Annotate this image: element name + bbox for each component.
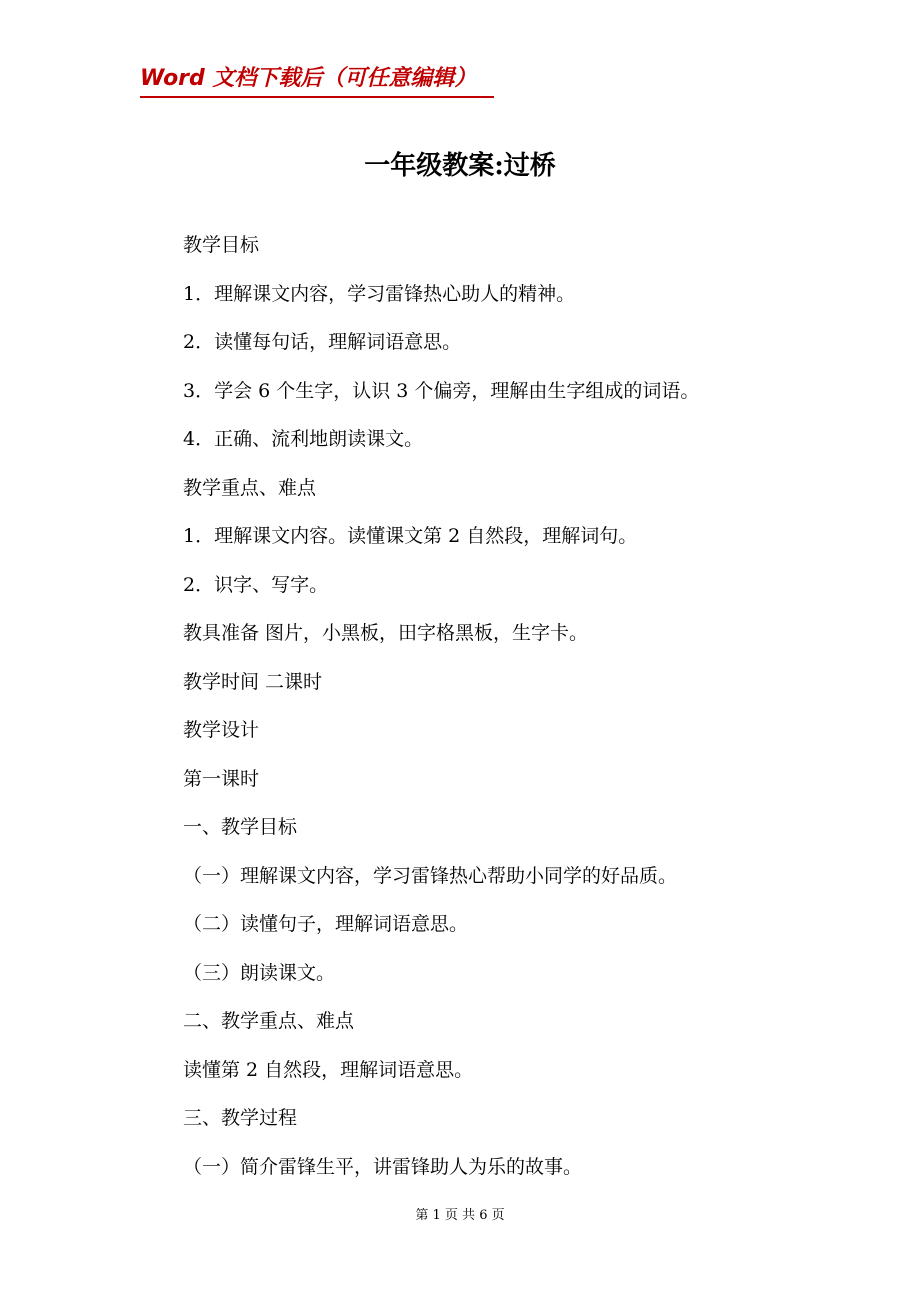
paragraph: 2．读懂每句话，理解词语意思。: [183, 331, 462, 353]
paragraph: 教学目标: [183, 234, 260, 256]
paragraph: 教具准备 图片，小黑板，田字格黑板，生字卡。: [183, 622, 589, 644]
paragraph: （一）简介雷锋生平，讲雷锋助人为乐的故事。: [183, 1155, 583, 1178]
paragraph: 2．识字、写字。: [183, 573, 329, 596]
paragraph: 三、教学过程: [183, 1107, 298, 1129]
paragraph: 二、教学重点、难点: [183, 1010, 355, 1032]
paragraph: 4．正确、流利地朗读课文。: [183, 428, 424, 450]
paragraph: 第一课时: [183, 767, 260, 790]
paragraph: 读懂第 2 自然段，理解词语意思。: [183, 1058, 474, 1081]
paragraph: 3．学会 6 个生字，认识 3 个偏旁，理解由生字组成的词语。: [183, 379, 700, 402]
download-banner: [140, 62, 494, 98]
paragraph: 一、教学目标: [183, 816, 298, 838]
paragraph: 1．理解课文内容。读懂课文第 2 自然段，理解词句。: [183, 525, 638, 547]
document-title: 一年级教案:过桥: [364, 151, 556, 181]
paragraph: 教学时间 二课时: [183, 670, 323, 693]
paragraph: 1．理解课文内容，学习雷锋热心助人的精神。: [183, 282, 576, 305]
paragraph: （三）朗读课文。: [183, 961, 336, 984]
document-body: [183, 226, 823, 1196]
paragraph: 教学重点、难点: [183, 476, 317, 499]
paragraph: （二）读懂句子，理解词语意思。: [183, 913, 469, 935]
paragraph: （一）理解课文内容，学习雷锋热心帮助小同学的好品质。: [183, 864, 678, 887]
paragraph: 教学设计: [183, 719, 260, 741]
download-banner-text: Word 文档下载后（可任意编辑）: [140, 66, 477, 91]
page-number-footer: 第 1 页 共 6 页: [415, 1208, 505, 1223]
